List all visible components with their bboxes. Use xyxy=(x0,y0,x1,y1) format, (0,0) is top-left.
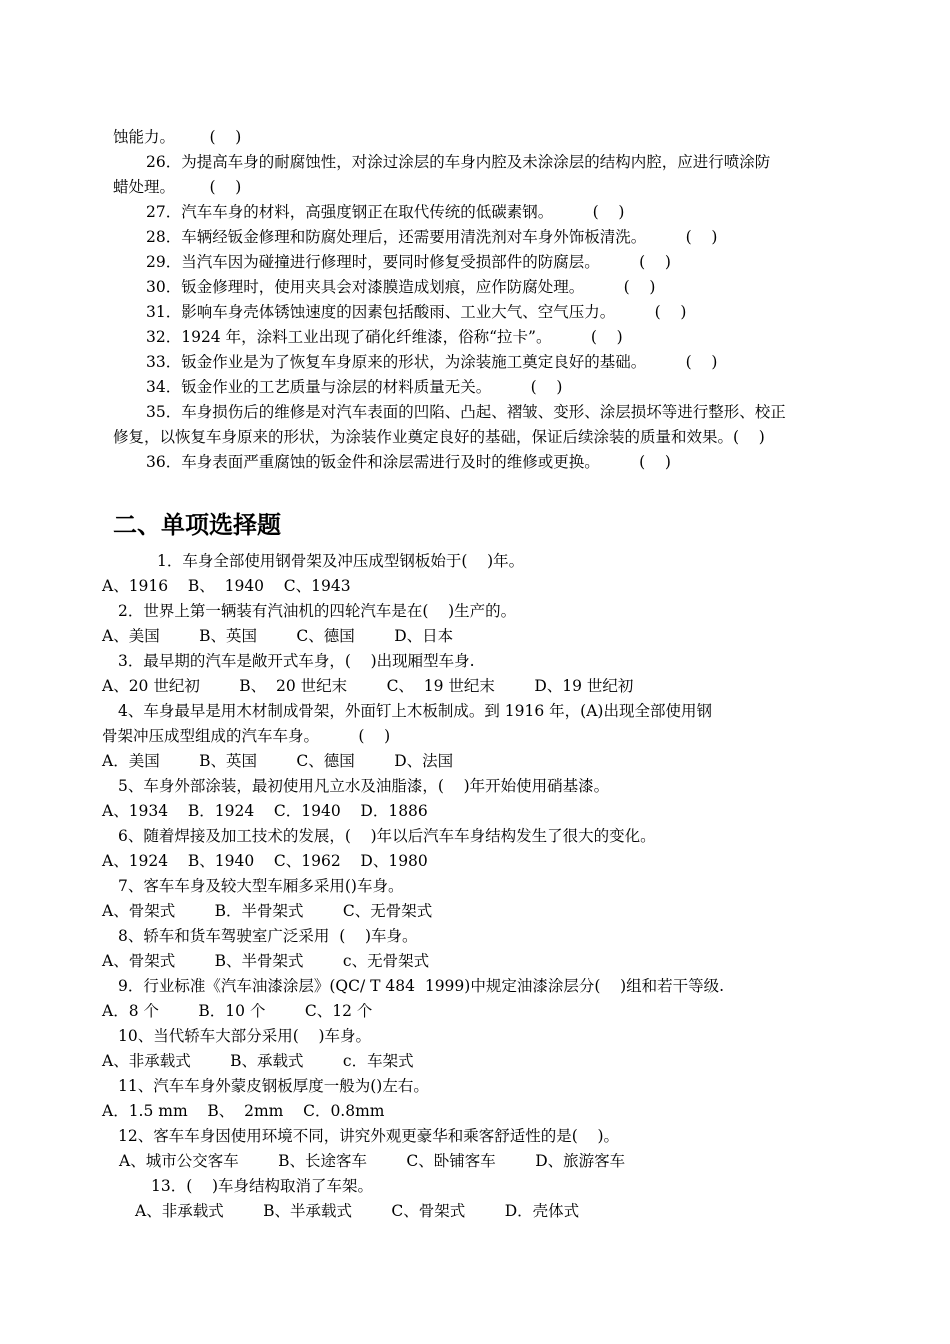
question-30: 30．钣金修理时，使用夹具会对漆膜造成划痕，应作防腐处理。 ( ) xyxy=(146,278,656,296)
mc-question-10: 10、当代轿车大部分采用( )车身。 xyxy=(118,1027,372,1045)
mc-options-9: A．8 个 B．10 个 C、12 个 xyxy=(102,1002,373,1020)
mc-question-8: 8、轿车和货车驾驶室广泛采用 ( )车身。 xyxy=(118,927,418,945)
mc-question-5: 5、车身外部涂装，最初使用凡立水及油脂漆，( )年开始使用硝基漆。 xyxy=(118,777,610,795)
mc-question-11: 11、汽车车身外蒙皮钢板厚度一般为()左右。 xyxy=(118,1077,429,1095)
mc-question-4-line-1: 4、车身最早是用木材制成骨架，外面钉上木板制成。到 1916 年，(A)出现全部使用钢 xyxy=(118,702,712,720)
question-35-line-2: 修复，以恢复车身原来的形状，为涂装作业奠定良好的基础，保证后续涂装的质量和效果。( ) xyxy=(113,428,765,446)
question-31: 31．影响车身壳体锈蚀速度的因素包括酸雨、工业大气、空气压力。 ( ) xyxy=(146,303,687,321)
mc-options-7: A、骨架式 B．半骨架式 C、无骨架式 xyxy=(102,902,433,920)
mc-options-5: A、1934 B．1924 C．1940 D．1886 xyxy=(102,802,428,820)
mc-question-1: 1．车身全部使用钢骨架及冲压成型钢板始于( )年。 xyxy=(157,552,525,570)
mc-question-13: 13．( )车身结构取消了车架。 xyxy=(151,1177,374,1195)
mc-question-2: 2．世界上第一辆装有汽油机的四轮汽车是在( )生产的。 xyxy=(118,602,517,620)
mc-options-6: A、1924 B、1940 C、1962 D、1980 xyxy=(102,852,428,870)
mc-question-3: 3．最早期的汽车是敞开式车身，( )出现厢型车身. xyxy=(118,652,475,670)
mc-options-2: A、美国 B、英国 C、德国 D、日本 xyxy=(102,627,454,645)
question-26-line-1: 26．为提高车身的耐腐蚀性，对涂过涂层的车身内腔及未涂涂层的结构内腔，应进行喷涂防 xyxy=(146,153,771,171)
mc-question-6: 6、随着焊接及加工技术的发展，( )年以后汽车车身结构发生了很大的变化。 xyxy=(118,827,656,845)
mc-options-10: A、非承载式 B、承载式 c．车架式 xyxy=(102,1052,414,1070)
question-36: 36．车身表面严重腐蚀的钣金件和涂层需进行及时的维修或更换。 ( ) xyxy=(146,453,671,471)
mc-question-9: 9．行业标准《汽车油漆涂层》(QC/ T 484 1999)中规定油漆涂层分( )组和若干等级. xyxy=(118,977,725,995)
question-27: 27．汽车车身的材料，高强度钢正在取代传统的低碳素钢。 ( ) xyxy=(146,203,625,221)
question-35-line-1: 35．车身损伤后的维修是对汽车表面的凹陷、凸起、褶皱、变形、涂层损坏等进行整形、校正 xyxy=(146,403,786,421)
text-line: 蚀能力。 ( ) xyxy=(113,128,242,146)
question-33: 33．钣金作业是为了恢复车身原来的形状，为涂装施工奠定良好的基础。 ( ) xyxy=(146,353,718,371)
mc-options-3: A、20 世纪初 B、 20 世纪末 C、 19 世纪末 D、19 世纪初 xyxy=(102,677,634,695)
mc-options-12: A、城市公交客车 B、长途客车 C、卧铺客车 D、旅游客车 xyxy=(119,1152,626,1170)
mc-question-12: 12、客车车身因使用环境不同，讲究外观更豪华和乘客舒适性的是( )。 xyxy=(118,1127,620,1145)
mc-options-4: A．美国 B、英国 C、德国 D、法国 xyxy=(102,752,454,770)
section-heading: 二、单项选择题 xyxy=(113,511,281,539)
mc-options-13: A、非承载式 B、半承载式 C、骨架式 D．壳体式 xyxy=(135,1202,580,1220)
mc-question-7: 7、客车车身及较大型车厢多采用()车身。 xyxy=(118,877,404,895)
mc-options-11: A．1.5 mm B、 2mm C．0.8mm xyxy=(102,1102,385,1120)
mc-options-1: A、1916 B、 1940 C、1943 xyxy=(102,577,351,595)
question-29: 29．当汽车因为碰撞进行修理时，要同时修复受损部件的防腐层。 ( ) xyxy=(146,253,671,271)
question-26-line-2: 蜡处理。 ( ) xyxy=(113,178,242,196)
question-34: 34．钣金作业的工艺质量与涂层的材料质量无关。 ( ) xyxy=(146,378,563,396)
mc-options-8: A、骨架式 B、半骨架式 c、无骨架式 xyxy=(102,952,430,970)
question-28: 28．车辆经钣金修理和防腐处理后，还需要用清洗剂对车身外饰板清洗。 ( ) xyxy=(146,228,718,246)
question-32: 32．1924 年，涂料工业出现了硝化纤维漆，俗称“拉卡”。 ( ) xyxy=(146,328,623,346)
mc-question-4-line-2: 骨架冲压成型组成的汽车车身。 ( ) xyxy=(102,727,391,745)
